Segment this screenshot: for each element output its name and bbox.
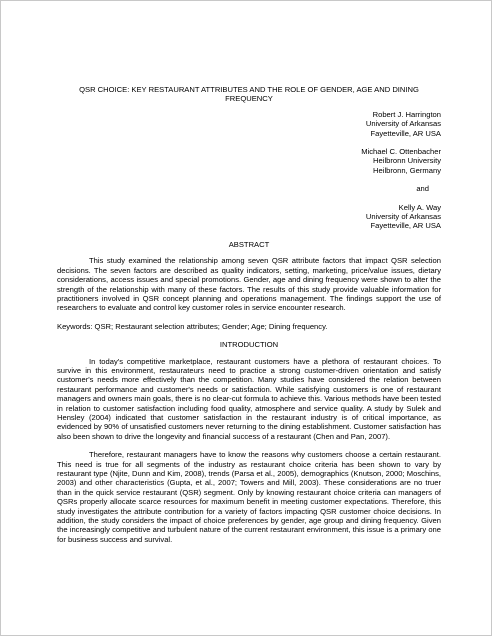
author-list	[57, 110, 441, 231]
author-name: Kelly A. Way	[398, 202, 441, 212]
author-location: Fayetteville, AR USA	[370, 221, 441, 231]
author-name: Robert J. Harrington	[372, 109, 441, 119]
paper-title: QSR CHOICE: KEY RESTAURANT ATTRIBUTES AND THE ROLE OF GENDER, AGE AND DINING FREQUENCY	[79, 85, 419, 104]
author-affiliation: University of Arkansas	[365, 119, 441, 129]
author-block	[57, 110, 441, 138]
paper-content	[57, 85, 441, 553]
author-block	[57, 147, 441, 175]
author-conjunction: and	[416, 184, 429, 194]
abstract-text: This study examined the relationship among seven QSR attribute factors that impact QSR selection decisions. The seven factors are described as quality indicators, setting, marketing, price/value issues, dietary considerations, access issues and special promotions. Gender, age and dining frequency were shown to alter the strength of the relationship with many of these factors. The results of this study provide valuable information for practitioners involved in QSR concept planning and operations management. The findings support the use of researchers to evaluate and control key customer roles in service encounter research.	[57, 256, 441, 313]
keywords-line: Keywords: QSR; Restaurant selection attributes; Gender; Age; Dining frequency.	[57, 321, 328, 331]
introduction-heading: INTRODUCTION	[219, 340, 279, 350]
author-location: Heilbronn, Germany	[373, 165, 441, 175]
author-location: Fayetteville, AR USA	[370, 128, 441, 138]
author-name: Michael C. Ottenbacher	[361, 147, 441, 157]
author-affiliation: Heilbronn University	[373, 156, 441, 166]
abstract-heading: ABSTRACT	[228, 239, 270, 249]
intro-paragraph: In today's competitive marketplace, restaurant customers have a plethora of restaurant choices. To survive in this environment, restaurateurs need to practice a strong customer-driven orientation and satisfy customer's needs more effectively than the competition. Many studies have considered the relation between restaurant performance and customer's needs or satisfaction. While satisfying customers is one of restaurant managers and owners main goals, there is no clear-cut formula to achieve this. Various methods have been tested in relation to customer satisfaction including food quality, atmosphere and service quality. A study by Sulek and Hensley (2004) indicated that customer satisfaction in the restaurant industry is of critical importance, as evidenced by 90% of unsatisfied customers never returning to the dining establishment. Customer satisfaction has also been shown to drive the longevity and financial success of a restaurant (Chen and Pan, 2007).	[57, 356, 441, 441]
author-affiliation: University of Arkansas	[365, 212, 441, 222]
author-block	[57, 203, 441, 231]
intro-paragraph: Therefore, restaurant managers have to know the reasons why customers choose a certain restaurant. This need is true for all segments of the industry as restaurant choice criteria has been shown to vary by restaurant type (Njite, Dunn and Kim, 2008), trends (Parsa et al., 2005), demographics (Knutson, 2000; Moschins, 2003) and other characteristics (Gupta, et al., 2007; Towers and Mill, 2003). These considerations are no truer than in the quick service restaurant (QSR) segment. Only by knowing restaurant choice criteria can managers of QSRs properly allocate scarce resources for maximum benefit in meeting customer expectations. Therefore, this study investigates the attribute contribution for a variety of factors impacting QSR customer choice decisions. In addition, the study considers the impact of choice preferences by gender, age group and dining frequency. Given the increasingly competitive and turbulent nature of the current restaurant environment, this issue is a primary one for business success and survival.	[57, 450, 441, 544]
